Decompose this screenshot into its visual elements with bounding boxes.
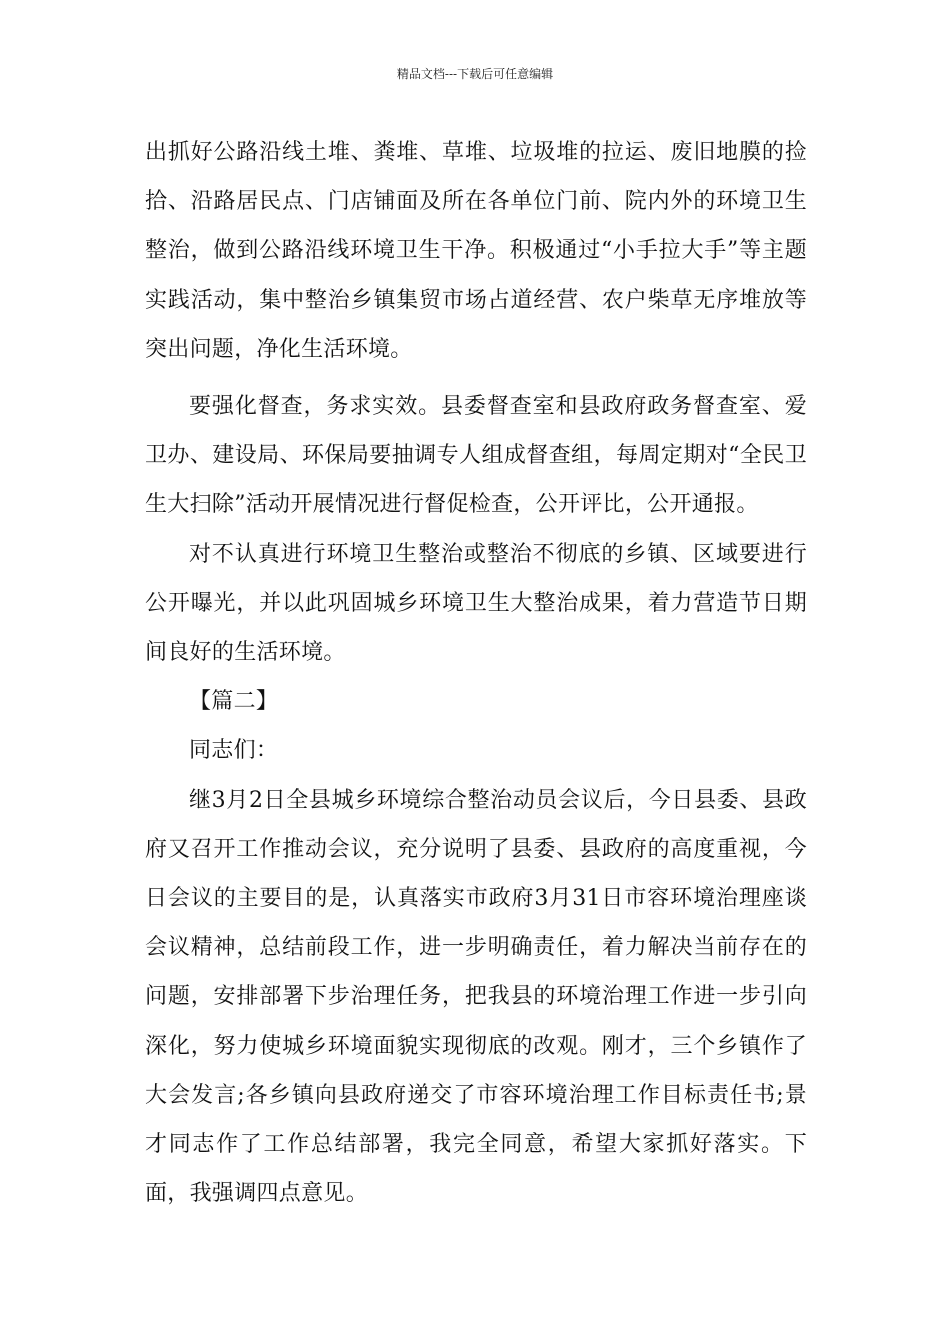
document-body [145, 128, 807, 1218]
section-heading: 【篇二】 [189, 689, 279, 715]
page-header-note: 精品文档---下载后可任意编辑 [396, 67, 554, 81]
paragraph-continuation: 出抓好公路沿线土堆、粪堆、草堆、垃圾堆的拉运、废旧地膜的捡拾、沿路居民点、门店铺面及所在各单位门前、院内外的环境卫生整治，做到公路沿线环境卫生干净。积极通过“小手拉大手”等主题实践活动，集中整治乡镇集贸市场占道经营、农户柴草无序堆放等突出问题，净化生活环境。 [145, 140, 807, 362]
paragraph-exposure: 对不认真进行环境卫生整治或整治不彻底的乡镇、区域要进行公开曝光，并以此巩固城乡环境卫生大整治成果，着力营造节日期间良好的生活环境。 [145, 541, 807, 666]
salutation: 同志们： [189, 738, 279, 764]
paragraph-meeting-summary: 继3月2日全县城乡环境综合整治动员会议后，今日县委、县政府又召开工作推动会议，充分说明了县委、县政府的高度重视，今日会议的主要目的是，认真落实市政府3月31日市容环境治理座谈会议精神，总结前段工作，进一步明确责任，着力解决当前存在的问题，安排部署下步治理任务，把我县的环境治理工作进一步引向深化，努力使城乡环境面貌实现彻底的改观。刚才，三个乡镇作了大会发言;各乡镇向县政府递交了市容环境治理工作目标责任书;景才同志作了工作总结部署，我完全同意，希望大家抓好落实。下面，我强调四点意见。 [145, 787, 807, 1207]
paragraph-supervision: 要强化督查，务求实效。县委督查室和县政府政务督查室、爱卫办、建设局、环保局要抽调专人组成督查组，每周定期对“全民卫生大扫除”活动开展情况进行督促检查，公开评比，公开通报。 [145, 394, 807, 518]
